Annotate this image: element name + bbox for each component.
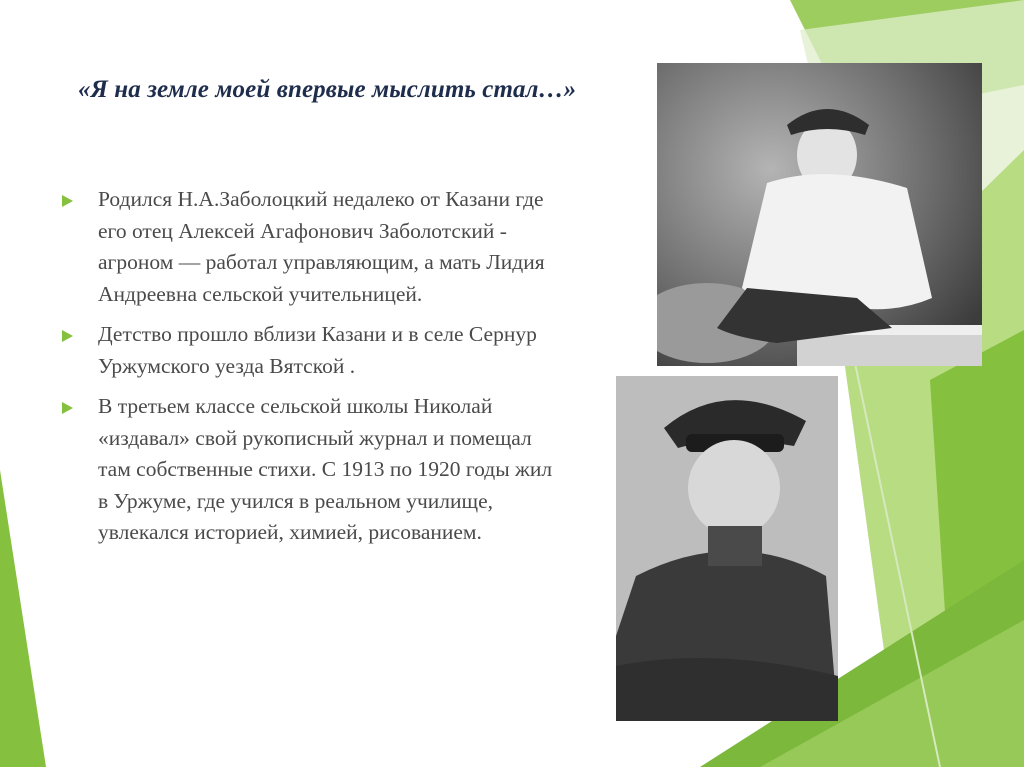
bullet-list — [60, 184, 560, 558]
bullet-text: В третьем классе сельской школы Николай «издавал» свой рукописный журнал и помещал там собственные стихи. С 1913 по 1920 годы жил в Уржуме, где учился в реальном училище, увлекался историей, химией, рисованием. — [98, 394, 553, 544]
triangle-right-icon — [62, 195, 73, 207]
bullet-item-school — [60, 391, 560, 549]
bullet-text: Родился Н.А.Заболоцкий недалеко от Казани где его отец Алексей Агафонович Заболотский - агроном — работал управляющим, а мать Лидия Андреевна сельской учительницей. — [98, 187, 545, 306]
slide-title: «Я на земле моей впервые мыслить стал…» — [78, 76, 577, 103]
triangle-right-icon — [62, 330, 73, 342]
photo-child-seated — [657, 63, 982, 366]
bullet-item-childhood — [60, 319, 560, 382]
bullet-text: Детство прошло вблизи Казани и в селе Сернур Уржумского уезда Вятской . — [98, 322, 537, 378]
bullet-item-birth — [60, 184, 560, 310]
triangle-right-icon — [62, 402, 73, 414]
photo-boy-in-cap — [616, 376, 838, 721]
bg-green-band-left — [0, 470, 46, 767]
